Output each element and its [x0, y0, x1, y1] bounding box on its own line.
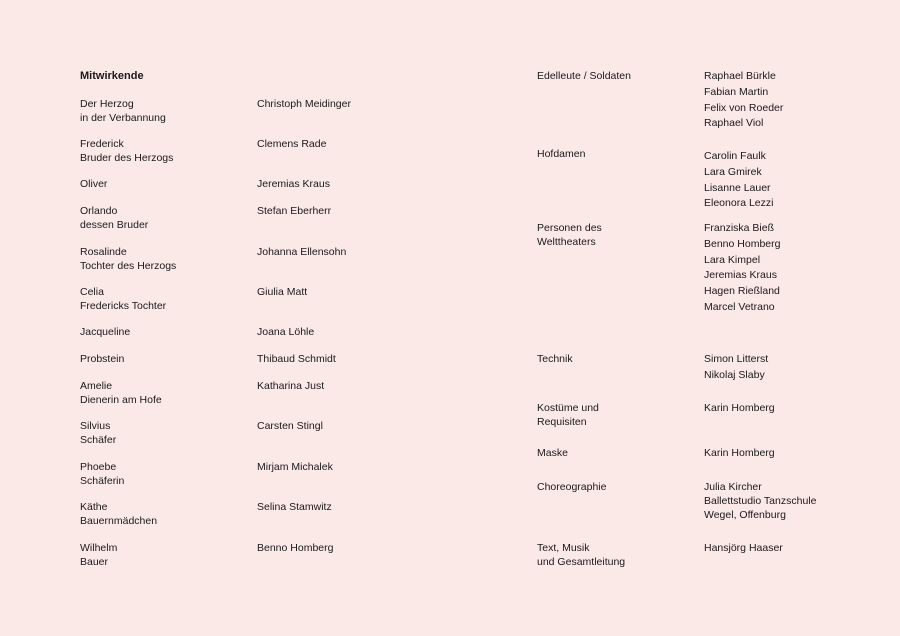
credit-name: Julia Kircher [704, 481, 762, 493]
credit-label [537, 221, 602, 249]
role-name: Phoebe [80, 461, 117, 473]
credit-name: Franziska Bieß [704, 222, 775, 234]
role-name: Probstein [80, 353, 125, 365]
cast-actor: Carsten Stingl [257, 420, 323, 432]
cast-role [80, 325, 130, 339]
cast-actor: Johanna Ellensohn [257, 246, 347, 258]
credit-name: Hansjörg Haaser [704, 542, 783, 554]
credit-name: Eleonora Lezzi [704, 197, 774, 210]
credit-label [537, 480, 606, 494]
cast-actor: Stefan Eberherr [257, 205, 332, 217]
cast-actor: Joana Löhle [257, 326, 315, 338]
credit-name: Karin Homberg [704, 447, 775, 459]
role-name: Wilhelm [80, 542, 118, 554]
cast-actor: Katharina Just [257, 380, 325, 392]
cast-role [80, 177, 107, 191]
cast-actor: Benno Homberg [257, 542, 334, 554]
credit-names [704, 401, 775, 417]
cast-actor: Christoph Meidinger [257, 98, 351, 110]
cast-role [80, 541, 117, 569]
credit-label [537, 446, 568, 460]
cast-actor: Clemens Rade [257, 138, 327, 150]
credit-name: Nikolaj Slaby [704, 368, 765, 381]
cast-actor: Jeremias Kraus [257, 178, 330, 190]
credit-label-line: Requisiten [537, 416, 587, 428]
credit-names [704, 480, 816, 522]
credit-label [537, 147, 585, 161]
credit-name: Wegel, Offenburg [704, 509, 786, 521]
role-name: Frederick [80, 138, 124, 150]
credit-name: Ballettstudio Tanzschule [704, 495, 817, 507]
role-name: Käthe [80, 501, 108, 513]
cast-role [80, 204, 148, 232]
cast-role [80, 460, 124, 488]
credit-name: Benno Homberg [704, 237, 781, 250]
credit-name: Fabian Martin [704, 85, 769, 98]
role-description: Bruder des Herzogs [80, 152, 174, 164]
cast-actor: Thibaud Schmidt [257, 353, 336, 365]
cast-role [80, 245, 176, 273]
role-description: Bauernmädchen [80, 515, 158, 527]
credit-name: Raphael Bürkle [704, 70, 776, 82]
role-description: Dienerin am Hofe [80, 394, 162, 406]
credit-label-line: Maske [537, 447, 568, 459]
credit-label-line: Welttheaters [537, 236, 596, 248]
role-name: Amelie [80, 380, 113, 392]
credit-name: Lara Kimpel [704, 253, 761, 266]
credit-names [704, 352, 768, 384]
credit-label-line: Kostüme und [537, 402, 599, 414]
credit-names [704, 149, 773, 212]
role-name: Jacqueline [80, 326, 131, 338]
credit-name: Simon Litterst [704, 353, 769, 365]
cast-actor: Selina Stamwitz [257, 501, 332, 513]
credit-name: Carolin Faulk [704, 150, 766, 162]
credit-name: Jeremias Kraus [704, 269, 777, 282]
cast-actor: Giulia Matt [257, 286, 308, 298]
cast-role [80, 137, 173, 165]
role-description: Tochter des Herzogs [80, 260, 177, 272]
credit-label [537, 69, 631, 83]
credit-name: Lara Gmirek [704, 165, 762, 178]
cast-role [80, 352, 124, 366]
role-description: Schäfer [80, 434, 117, 446]
credit-label [537, 401, 599, 429]
role-description: in der Verbannung [80, 112, 166, 124]
page-title: Mitwirkende [80, 70, 144, 82]
role-description: Bauer [80, 556, 109, 568]
credit-label-line: Choreographie [537, 481, 607, 493]
credit-label [537, 352, 573, 366]
role-name: Silvius [80, 420, 111, 432]
credit-label-line: Personen des [537, 222, 602, 234]
role-name: Orlando [80, 205, 118, 217]
role-description: dessen Bruder [80, 219, 149, 231]
role-name: Rosalinde [80, 246, 127, 258]
cast-role [80, 419, 116, 447]
credit-label-line: Hofdamen [537, 148, 586, 160]
cast-role [80, 97, 166, 125]
credit-name: Raphael Viol [704, 117, 764, 130]
role-name: Celia [80, 286, 104, 298]
credit-names [704, 69, 783, 132]
role-name: Oliver [80, 178, 108, 190]
credit-name: Marcel Vetrano [704, 300, 775, 313]
credit-label-line: Edelleute / Soldaten [537, 70, 631, 82]
credit-names [704, 541, 783, 557]
credit-names [704, 221, 780, 316]
role-description: Fredericks Tochter [80, 300, 167, 312]
cast-role [80, 500, 157, 528]
credit-label [537, 541, 625, 569]
credit-name: Lisanne Lauer [704, 181, 771, 194]
credit-name: Hagen Rießland [704, 285, 780, 298]
role-description: Schäferin [80, 475, 125, 487]
role-name: Der Herzog [80, 98, 134, 110]
credit-name: Karin Homberg [704, 402, 775, 414]
credit-label-line: Technik [537, 353, 573, 365]
cast-role [80, 285, 166, 313]
credit-name: Felix von Roeder [704, 101, 784, 114]
credit-names [704, 446, 775, 462]
credit-label-line: und Gesamtleitung [537, 556, 626, 568]
credit-label-line: Text, Musik [537, 542, 590, 554]
cast-role [80, 379, 162, 407]
cast-actor: Mirjam Michalek [257, 461, 333, 473]
